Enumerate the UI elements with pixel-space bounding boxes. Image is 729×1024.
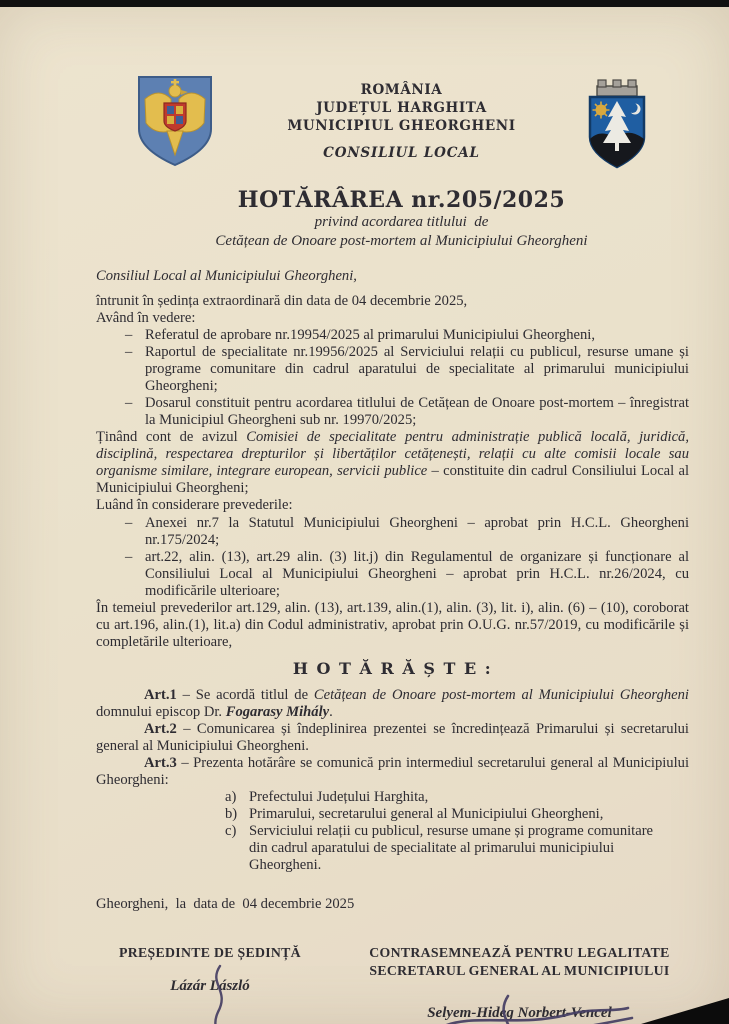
bullet-item-dosar (96, 395, 689, 429)
recipient-marker: a) (225, 789, 237, 806)
bullet-dash: – (125, 395, 133, 412)
decision-heading: H O T Ă R Ă Ș T E : (292, 659, 493, 679)
text-segment: – Comunicarea și îndeplinirea prezentei se încredințează Primarului și secretarului general al Municipiului Gheorgheni. (96, 720, 689, 754)
recipient-text: Primarului, secretarului general al Municipiului Gheorgheni, (249, 806, 604, 823)
text-segment: – Se acordă titlul de (176, 686, 314, 703)
bullet-item-raport (96, 344, 689, 395)
document-paper (0, 7, 729, 1024)
honorary-title-italic: Cetățean de Onoare post-mortem al Municipiului Gheorgheni (313, 686, 689, 703)
document-body (96, 268, 689, 914)
countersign-line-1: CONTRASEMNEAZĂ PENTRU LEGALITATE (369, 944, 670, 960)
paragraph-legal-basis: În temeiul prevederilor art.129, alin. (13), art.139, alin.(1), alin. (3), lit. i), alin. (6) – (10), coroborat cu art.196, alin.(1), lit.a) din Codul administrativ, aprobat prin O.U.G. nr.57/2019, cu modificările și completările ulterioare, (96, 599, 689, 650)
bullet-dash: – (125, 548, 133, 565)
president-title: PREȘEDINTE DE ȘEDINȚĂ (119, 944, 301, 960)
article-2 (96, 721, 689, 755)
bullet-dash: – (125, 343, 133, 360)
bullet-item-anexa (96, 515, 689, 549)
secretary-signature-block (340, 944, 699, 1022)
countersign-line-2: SECRETARUL GENERAL AL MUNICIPIULUI (369, 963, 670, 979)
dateline: Gheorgheni, la data de 04 decembrie 2025 (96, 896, 355, 913)
text-segment: . (329, 703, 333, 720)
gheorgheni-coat-of-arms-graphic (580, 77, 654, 173)
bullet-text: art.22, alin. (13), art.29 alin. (3) lit.j) din Regulamentul de organizare și funcționare al Consiliului Local al Municipiului Gheorgheni – aprobat prin H.C.L. nr.26/2024, cu modificările ulterioare; (145, 548, 689, 599)
text-segment: Ținând cont de avizul (96, 429, 247, 446)
president-name: Lázár László (170, 978, 250, 995)
gheorgheni-coat-of-arms (580, 77, 654, 173)
article-1 (96, 687, 689, 721)
title-block (100, 187, 703, 252)
bullet-item-referat (96, 327, 689, 344)
paragraph-having-regard: Având în vedere: (96, 309, 196, 326)
recipient-marker: b) (225, 806, 238, 823)
text-segment: – Prezenta hotărâre se comunică prin intermediul secretarului general al Municipiului Gheorgheni: (96, 755, 689, 789)
committee-name-italic: Comisiei de specialitate pentru administrație publică locală, juridică, disciplină, respectarea drepturilor și libertăților cetățenești, relații cu alte comisii locale sau organisme similare, integrare european, servicii publice (96, 429, 689, 480)
bullet-dash: – (125, 514, 133, 531)
article-2-label: Art.2 (144, 720, 177, 737)
recipient-marker: c) (225, 823, 237, 840)
text-segment: domnului episcop Dr. (96, 703, 226, 720)
bullet-dash: – (125, 326, 133, 343)
romania-coat-of-arms-graphic (133, 73, 217, 169)
article-3 (96, 755, 689, 789)
romania-coat-of-arms (133, 73, 217, 169)
recipient-item-primar (225, 806, 689, 823)
recipient-item-serviciu (225, 823, 689, 874)
recipient-text: Serviciului relații cu publicul, resurse umane și programe comunitare din cadrul aparatului de specialitate al primarului municipiului Gheorgheni. (249, 823, 654, 874)
paragraph-session: întrunit în ședința extraordinară din data de 04 decembrie 2025, (96, 292, 468, 309)
signature-section (80, 944, 699, 1022)
recipient-text: Prefectului Județului Harghita, (249, 789, 429, 806)
bullet-text: Dosarul constituit pentru acordarea titlului de Cetățean de Onoare post-mortem – înregistrat la Municipiul Gheorgheni sub nr. 19970/2025; (145, 395, 689, 429)
recipient-item-prefect (225, 789, 689, 806)
text-segment: – constituite din cadrul Consiliului Local al Municipiului Gheorgheni; (96, 463, 690, 497)
article-3-label: Art.3 (144, 755, 177, 771)
subtitle-line-1: privind acordarea titlului de (314, 213, 489, 230)
header-council: CONSILIUL LOCAL (323, 144, 480, 161)
page-title: HOTĂRÂREA nr.205/2025 (237, 186, 566, 213)
honoree-name: Fogarasy Mihály (225, 703, 330, 720)
article-1-label: Art.1 (144, 686, 177, 703)
bullet-text: Anexei nr.7 la Statutul Municipiului Gheorgheni – aprobat prin H.C.L. Gheorgheni nr.175/2024; (145, 514, 689, 548)
bullet-item-regulament (96, 549, 689, 600)
header-county: JUDEȚUL HARGHITA (316, 100, 487, 117)
president-signature-block (80, 944, 340, 1022)
header-country: ROMÂNIA (360, 82, 443, 98)
bullet-text: Referatul de aprobare nr.19954/2025 al primarului Municipiului Gheorgheni, (145, 326, 595, 343)
secretary-name: Selyem-Hideg Norbert-Vencel (427, 1004, 612, 1021)
paragraph-committee-opinion (96, 429, 689, 497)
subtitle-line-2: Cetățean de Onoare post-mortem al Municipiului Gheorgheni (215, 233, 588, 250)
paragraph-considering: Luând în considerare prevederile: (96, 497, 293, 514)
header-municipality: MUNICIPIUL GHEORGHENI (287, 118, 516, 135)
bullet-text: Raportul de specialitate nr.19956/2025 al Serviciului relații cu publicul, resurse umane și programe comunitare din cadrul aparatului de specialitate al primarului municipiului Gheorgheni; (145, 343, 689, 395)
paragraph-council-intro: Consiliul Local al Municipiului Gheorgheni, (96, 267, 357, 284)
